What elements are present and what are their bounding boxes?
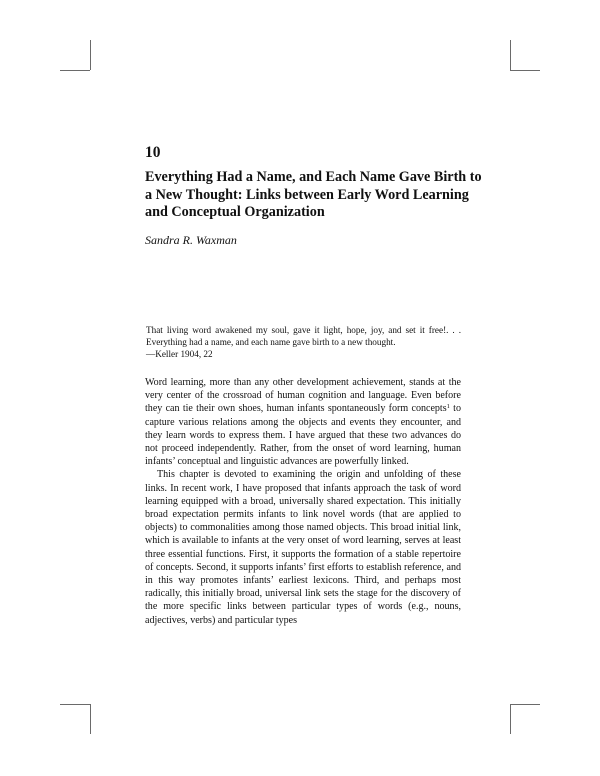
chapter-number: 10 xyxy=(145,144,161,161)
body-paragraph: This chapter is devoted to examining the origin and unfolding of these links. In recent work, I have proposed that infants approach the task of word learning equipped with a broad, universally shared expectation. This initially broad expectation permits infants to link novel words (that are applied to objects) to commonalities among those named objects. This broad initial link, which is available to infants at the very onset of word learning, serves at least three essential functions. First, it supports the formation of a stable repertoire of concepts. Second, it supports infants’ first efforts to establish reference, and in this way promotes infants’ earliest lexicons. Third, and perhaps most radically, this initially broad, universal link sets the stage for the discovery of the more specific links between particular types of words (e.g., nouns, adjectives, verbs) and particular types xyxy=(145,469,461,626)
crop-mark xyxy=(60,70,90,71)
footnote-marker[interactable]: 1 xyxy=(446,403,450,411)
epigraph-quote: That living word awakened my soul, gave it light, hope, joy, and set it free!. . . Everything had a name, and each name gave birth to a new thought. xyxy=(146,325,461,347)
chapter-title: Everything Had a Name, and Each Name Gave Birth to a New Thought: Links between Early Word Learning and Conceptual Organization xyxy=(145,169,482,220)
paragraph-text: Word learning, more than any other development achievement, stands at the very center of the crossroad of human cognition and language. Even before they can tie their own shoes, human infants spontaneously form concepts xyxy=(145,377,461,415)
chapter-author: Sandra R. Waxman xyxy=(145,233,237,247)
crop-mark xyxy=(60,704,90,705)
epigraph-attribution: —Keller 1904, 22 xyxy=(146,349,213,359)
crop-mark xyxy=(90,704,91,734)
body-paragraph xyxy=(145,376,461,468)
paragraph-text: to capture various relations among the objects and events they encounter, and they learn words to express them. I have argued that these two advances do not proceed independently. Rather, from the onset of word learning, human infants’ conceptual and linguistic advances are powerfully linked. xyxy=(145,403,461,468)
crop-mark xyxy=(510,704,511,734)
chapter-body xyxy=(145,376,461,627)
crop-mark xyxy=(90,40,91,70)
crop-mark xyxy=(510,70,540,71)
crop-mark xyxy=(510,704,540,705)
crop-mark xyxy=(510,40,511,70)
